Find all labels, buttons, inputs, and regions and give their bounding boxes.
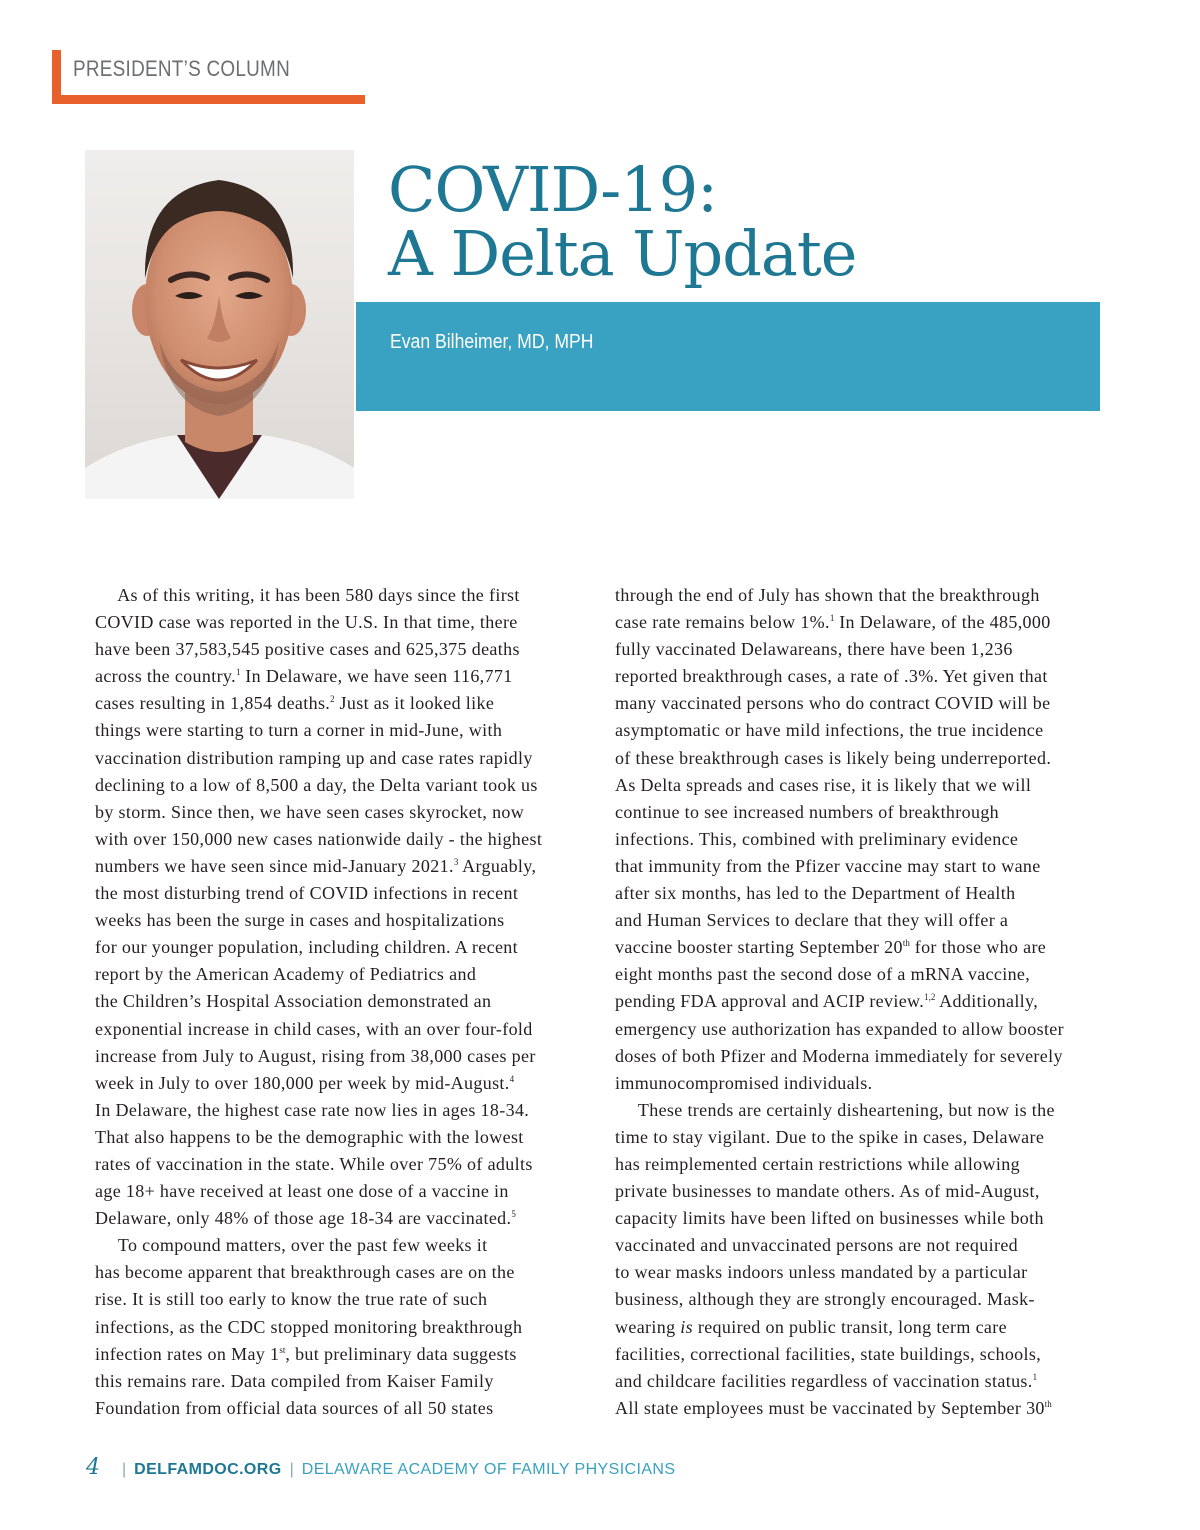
- footer-separator: |: [289, 1461, 294, 1478]
- footer-organization: DELAWARE ACADEMY OF FAMILY PHYSICIANS: [301, 1461, 676, 1478]
- body-text-line: cases resulting in 1,854 deaths.$^2$ Just as it looked like: [95, 693, 495, 714]
- body-text-line: pending FDA approval and ACIP review.$^{1,2}$ Additionally,: [615, 991, 1039, 1012]
- body-text-line: private businesses to mandate others. As of mid-August,: [615, 1181, 1040, 1202]
- body-text-line: and childcare facilities regardless of vaccination status.$^1$: [615, 1370, 1038, 1391]
- body-text-line: declining to a low of 8,500 a day, the Delta variant took us: [95, 774, 538, 795]
- article-title-line-2: A Delta Update: [388, 217, 857, 290]
- body-text-line: numbers we have seen since mid-January 2021.$^3$ Arguably,: [95, 855, 537, 876]
- body-text-line: asymptomatic or have mild infections, the true incidence: [615, 720, 1044, 741]
- body-text-line: report by the American Academy of Pediatrics and: [95, 964, 477, 985]
- body-text-line: wearing is required on public transit, long term care: [615, 1316, 1007, 1337]
- body-text-line: across the country.$^1$ In Delaware, we have seen 116,771: [95, 666, 513, 687]
- body-text-line: that immunity from the Pfizer vaccine may start to wane: [615, 855, 1041, 876]
- body-text-line: exponential increase in child cases, with an over four-fold: [95, 1018, 533, 1039]
- author-band: [356, 302, 1100, 411]
- body-text-line: this remains rare. Data compiled from Kaiser Family: [95, 1370, 494, 1391]
- author-portrait: [85, 150, 354, 499]
- body-text-line: time to stay vigilant. Due to the spike in cases, Delaware: [615, 1126, 1045, 1147]
- body-text-line: emergency use authorization has expanded to allow booster: [615, 1018, 1064, 1039]
- body-text-line: with over 150,000 new cases nationwide daily - the highest: [95, 828, 543, 849]
- body-text-line: infections. This, combined with preliminary evidence: [615, 828, 1019, 849]
- body-text-line: In Delaware, the highest case rate now lies in ages 18-34.: [95, 1099, 530, 1120]
- body-text-line: through the end of July has shown that the breakthrough: [615, 585, 1040, 605]
- body-text-line: the Children’s Hospital Association demonstrated an: [95, 991, 492, 1012]
- body-text-line: That also happens to be the demographic with the lowest: [95, 1126, 524, 1147]
- body-text-line: things were starting to turn a corner in mid-June, with: [95, 720, 503, 741]
- article-title-line-1: COVID-19:: [388, 153, 718, 226]
- body-text-line: vaccination distribution ramping up and case rates rapidly: [95, 747, 533, 768]
- body-text-line: age 18+ have received at least one dose of a vaccine in: [95, 1181, 509, 1202]
- article-title: [388, 153, 857, 290]
- body-text-line: and Human Services to declare that they will offer a: [615, 910, 1009, 931]
- body-text-line: rates of vaccination in the state. While over 75% of adults: [95, 1153, 533, 1174]
- author-byline: Evan Bilheimer, MD, MPH: [390, 331, 594, 353]
- body-text-line: These trends are certainly disheartening, but now is the: [615, 1099, 1055, 1120]
- body-text-line: facilities, correctional facilities, state buildings, schools,: [615, 1343, 1042, 1364]
- body-column-left: [95, 582, 595, 1422]
- body-text-line: vaccine booster starting September 20th for those who are: [615, 937, 1047, 958]
- body-text-line: immunocompromised individuals.: [615, 1072, 873, 1093]
- body-text-line: Foundation from official data sources of all 50 states: [95, 1397, 494, 1418]
- page-footer: [86, 1455, 675, 1480]
- body-text-line: business, although they are strongly encouraged. Mask-: [615, 1289, 1035, 1310]
- page-number: 4: [86, 1455, 100, 1480]
- body-text-line: rise. It is still too early to know the true rate of such: [95, 1289, 488, 1310]
- body-text-line: has become apparent that breakthrough cases are on the: [95, 1262, 515, 1283]
- body-text-line: eight months past the second dose of a mRNA vaccine,: [615, 964, 1031, 985]
- body-text-line: doses of both Pfizer and Moderna immediately for severely: [615, 1045, 1063, 1066]
- body-text-line: case rate remains below 1%.$^1$ In Delaware, of the 485,000: [615, 612, 1051, 633]
- body-text-line: As Delta spreads and cases rise, it is likely that we will: [615, 774, 1032, 795]
- body-text-line: for our younger population, including children. A recent: [95, 937, 518, 958]
- body-text-line: To compound matters, over the past few weeks it: [95, 1235, 488, 1256]
- body-text-line: week in July to over 180,000 per week by mid-August.$^4$: [95, 1072, 515, 1093]
- body-text-line: reported breakthrough cases, a rate of .3%. Yet given that: [615, 666, 1048, 687]
- body-text-line: have been 37,583,545 positive cases and 625,375 deaths: [95, 639, 520, 660]
- footer-separator: |: [122, 1461, 127, 1478]
- body-column-right: [615, 582, 1115, 1422]
- body-text-line: continue to see increased numbers of breakthrough: [615, 801, 1000, 822]
- section-label: PRESIDENT’S COLUMN: [73, 56, 291, 81]
- body-text-line: increase from July to August, rising from 38,000 cases per: [95, 1045, 536, 1066]
- body-text-line: weeks has been the surge in cases and hospitalizations: [95, 910, 505, 931]
- body-text-line: fully vaccinated Delawareans, there have been 1,236: [615, 639, 1013, 660]
- body-text-line: As of this writing, it has been 580 days since the first: [95, 585, 520, 605]
- body-text-line: to wear masks indoors unless mandated by a particular: [615, 1262, 1028, 1283]
- body-text-line: All state employees must be vaccinated by September 30th: [615, 1397, 1052, 1418]
- body-text-line: Delaware, only 48% of those age 18-34 are vaccinated.$^5$: [95, 1208, 516, 1229]
- body-text-line: after six months, has led to the Department of Health: [615, 883, 1016, 904]
- footer-website-link[interactable]: DELFAMDOC.ORG: [134, 1461, 282, 1478]
- body-text-line: COVID case was reported in the U.S. In that time, there: [95, 612, 518, 633]
- body-text-line: by storm. Since then, we have seen cases skyrocket, now: [95, 801, 525, 822]
- body-text-line: of these breakthrough cases is likely being underreported.: [615, 747, 1052, 768]
- body-text-line: has reimplemented certain restrictions while allowing: [615, 1153, 1020, 1174]
- body-text-line: infections, as the CDC stopped monitoring breakthrough: [95, 1316, 523, 1337]
- body-text-line: the most disturbing trend of COVID infections in recent: [95, 883, 519, 904]
- body-text-line: infection rates on May 1st, but preliminary data suggests: [95, 1343, 517, 1364]
- body-text-line: vaccinated and unvaccinated persons are not required: [615, 1235, 1019, 1256]
- body-text-line: many vaccinated persons who do contract COVID will be: [615, 693, 1051, 714]
- body-text-line: capacity limits have been lifted on businesses while both: [615, 1208, 1044, 1229]
